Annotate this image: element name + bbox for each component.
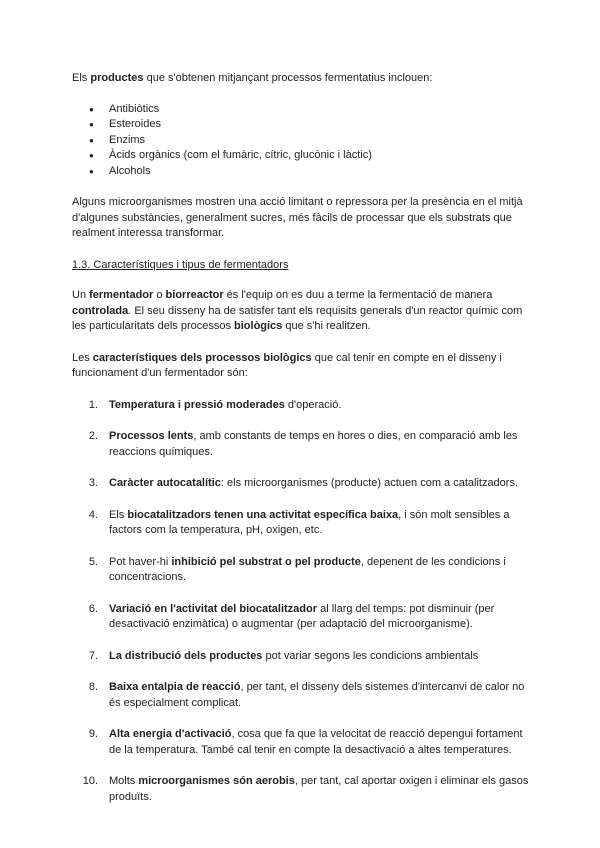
document-content [72, 71, 534, 821]
list-item-number: 2. [88, 430, 98, 442]
list-item-number: 8. [88, 681, 98, 693]
list-item [72, 148, 534, 164]
list-item [72, 133, 534, 149]
list-item-post: , i són molt sensibles a factors com la temperatura, pH, oxigen, etc. [109, 508, 510, 536]
list-item-post: pot variar segons les condicions ambientals [262, 649, 479, 662]
list-item-post: , per tant, cal aportar oxigen i eliminar els gasos produïts. [109, 775, 529, 803]
list-item-number: 4. [88, 508, 98, 521]
list-item [72, 476, 534, 492]
intro-text: que s'obtenen mitjançant processos fermentatius inclouen: [143, 72, 433, 84]
list-item [72, 102, 534, 118]
list-item-text: Antibiòtics [109, 102, 160, 115]
list-item-text: Alcohols [109, 164, 151, 177]
list-item-number: 3. [88, 477, 98, 489]
list-item-number: 6. [88, 602, 98, 615]
list-item-bold: La distribució dels productes [109, 649, 263, 662]
limiting-paragraph: Alguns microorganismes mostren una acció limitant o repressora per la presència en el mitjà d'algunes substàncies, generalment sucres, més fàcils de processar que els substrats que realment interessa transformar. [72, 196, 523, 239]
list-item [72, 555, 534, 586]
intro-paragraph [72, 71, 534, 87]
list-item [72, 602, 534, 633]
bold-fermentador: fermentador [89, 289, 154, 301]
bold-controlada: controlada [72, 304, 129, 317]
list-item [72, 164, 534, 180]
list-item-bold: Variació en l'activitat del biocatalitzador [109, 602, 318, 615]
list-item-text: Àcids orgànics (com el fumàric, cítric, glucònic i làctic) [109, 149, 372, 161]
list-item-bold: Baixa entalpia de reacció [109, 681, 241, 693]
list-item-bold: inhibició pel substrat o pel producte [171, 555, 361, 568]
section-heading: 1.3. Característiques i tipus de fermentadors [72, 258, 289, 271]
list-item-post: d'operació. [284, 398, 342, 411]
list-item-number: 9. [88, 728, 98, 740]
list-item [72, 117, 534, 133]
list-item-text: Esteroides [109, 118, 161, 130]
list-item [72, 508, 534, 539]
list-item-post: al llarg del temps: pot disminuir (per desactivació enzimàtica) o augmentar (per adaptació del microorganisme). [109, 602, 495, 630]
list-item-text: Enzims [109, 133, 146, 146]
bold-characteristics: característiques dels processos biològics [92, 351, 312, 364]
characteristics-intro: Les característiques dels processos biològics que cal tenir en compte en el disseny i funcionament d'un fermentador són: [72, 351, 502, 379]
list-item-bold: biocatalitzadors tenen una activitat específica baixa [127, 508, 399, 521]
bullet-icon: ● [89, 166, 94, 176]
bullet-icon: ● [89, 135, 94, 145]
list-item-bold: Caràcter autocatalític [109, 477, 221, 489]
list-item-post: , amb constants de temps en hores o dies, en comparació amb les reaccions químiques. [109, 430, 518, 458]
bold-biorreactor: biorreactor [165, 289, 224, 301]
list-item [72, 774, 534, 805]
intro-bold-productes: productes [90, 72, 144, 84]
list-item-post: , per tant, el disseny dels sistemes d'intercanvi de calor no és especialment complicat. [109, 681, 525, 709]
bullet-icon: ● [89, 120, 94, 129]
products-list [72, 102, 534, 180]
intro-text: Els [72, 72, 91, 84]
list-item-post: , cosa que fa que la velocitat de reacció depengui fortament de la temperatura. També cal tenir en compte la desactivació a altes temperatures. [109, 728, 523, 756]
list-item [72, 398, 534, 414]
list-item-bold: Temperatura i pressió moderades [109, 398, 285, 411]
list-item [72, 727, 534, 758]
characteristics-list [72, 398, 534, 806]
list-item-post: , depenent de les condicions i concentracions. [109, 555, 506, 583]
list-item-post: : els microorganismes (producte) actuen com a catalitzadors. [220, 477, 519, 489]
list-item [72, 649, 534, 665]
list-item-number: 7. [88, 649, 98, 662]
bold-biologics: biològics [234, 320, 283, 332]
list-item-pre: Molts [109, 775, 139, 787]
definition-paragraph: Un fermentador o biorreactor és l'equip on es duu a terme la fermentació de manera controlada. El seu disseny ha de satisfer tant els requisits generals d'un reactor químic com les particularitats dels processos biològics que s'hi realitzen. [72, 289, 523, 332]
list-item [72, 680, 534, 711]
bullet-icon: ● [89, 104, 94, 114]
list-item-number: 1. [88, 398, 98, 411]
list-item-bold: Alta energia d'activació [109, 728, 232, 740]
list-item [72, 429, 534, 460]
list-item-pre: Els [109, 508, 128, 521]
list-item-bold: microorganismes són aerobis [138, 775, 295, 787]
list-item-bold: Processos lents [109, 430, 194, 442]
list-item-pre: Pot haver-hi [109, 555, 172, 568]
bullet-icon: ● [89, 151, 94, 160]
list-item-number: 10. [82, 775, 98, 787]
list-item-number: 5. [88, 555, 98, 568]
